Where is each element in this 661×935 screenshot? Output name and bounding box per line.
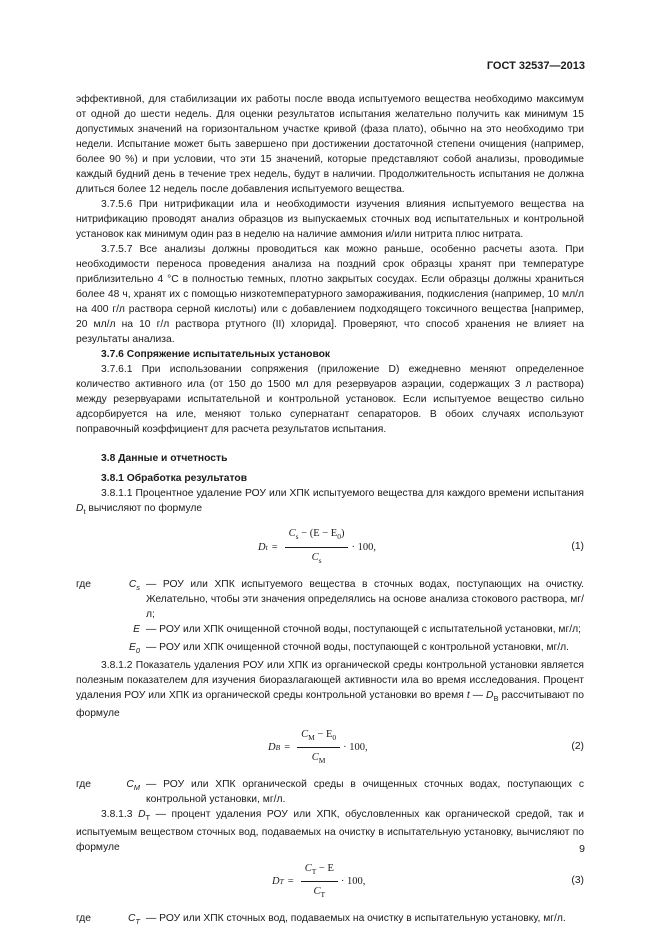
- formula-3-number: (3): [571, 875, 584, 887]
- paragraph-3-8-1-1: 3.8.1.1 Процентное удаление РОУ или ХПК испытуемого вещества для каждого времени испытания $D_t$ вычисляют по формуле: [76, 488, 584, 517]
- paragraph-3-8-1-2: 3.8.1.2 Показатель удаления РОУ или ХПК из органической среды контрольной установки является полезным показателем для изучения биоразлагающей активности ила во время исследования. Процент удаления РОУ или ХПК из органической среды контрольной установки во время t — $D_B$ рассчитывают по формуле: [76, 660, 584, 720]
- paragraph-continuation: эффективной, для стабилизации их работы после ввода испытуемого вещества необходимо максимум от одной до шести недель. Для оценки результатов испытания желательно получить как минимум 15 допустимых значений на горизонтальном участке кривой (фаза плато), обычно на это необходимо три недели. Испытание может быть завершено при достижении достаточной степени очищения (например, более 90 %) и при условии, что эти 15 значений, которые представляют собой анализы, проводимые каждый будний день в течение трех недель, будут в наличии. Продолжительность испытания не должна длиться более 12 недель после добавления испытуемого вещества.: [76, 94, 584, 195]
- heading-3-7-6: 3.7.6 Сопряжение испытательных установок: [101, 349, 331, 360]
- paragraph-3-7-5-6: 3.7.5.6 При нитрификации ила и необходимости изучения влияния испытуемого вещества на нитрификацию проводят анализ образцов из выпускаемых сточных вод испытательных и контрольной установок как минимум один раз в неделю на наличие аммония и/или нитрита плюс нитрата.: [76, 199, 584, 240]
- heading-3-8: 3.8 Данные и отчетность: [101, 453, 228, 464]
- paragraph-3-7-5-7: 3.7.5.7 Все анализы должны проводиться как можно раньше, особенно расчеты азота. При необходимости переноса проведения анализа на поздний срок образцы хранят при температуре приблизительно 4 °С в полностью темных, плотно закрытых сосудах. Если образцы должны храниться более 48 ч, хранят их с помощью низкотемпературного замораживания, подкисления (например, 10 мл/л на 400 г/л раствора серной кислоты) или с добавлением подходящего токсичного вещества [например, 20 мл/л на 10 г/л раствора ртутного (II) хлорида]. Проверяют, что способ хранения не влияет на результаты анализа.: [76, 244, 584, 345]
- where-block-2: где $C_M$ — РОУ или ХПК органической среды в очищенных сточных водах, поступающих с контрольной установки, мг/л.: [76, 779, 584, 806]
- paragraph-3-7-6-1: 3.7.6.1 При использовании сопряжения (приложение D) ежедневно меняют определенное количество активного ила (от 150 до 1500 мл для резервуаров аэрации, содержащих 3 л раствора) между резервуарами испытательной и контрольной установок. Если испытуемое вещество сильно адсорбируется на иле, меняют только супернатант сепараторов. В обоих случаях используют поправочный коэффициент для расчета результатов испытания.: [76, 364, 584, 435]
- heading-3-8-1: 3.8.1 Обработка результатов: [101, 473, 248, 484]
- where-block-1: где $C_s$ — РОУ или ХПК испытуемого вещества в сточных водах, поступающих на очистку. Желательно, чтобы эти значения определялись на основе анализа стокового раствора, мг/л; E — РОУ или ХПК очищенной сточной воды, поступающей с испытательной установки, мг/л; $E_0$ — РОУ или ХПК очищенной сточной воды, поступающей с контрольной установки, мг/л.: [76, 579, 584, 656]
- where-block-3: где $C_T$ — РОУ или ХПК сточных вод, подаваемых на очистку в испытательную установку, мг/л.: [76, 913, 566, 927]
- document-header: ГОСТ 32537—2013: [486, 60, 585, 72]
- paragraph-3-8-1-3: 3.8.1.3 $D_T$ — процент удаления РОУ или ХПК, обусловленных как органической средой, так и испытуемым веществом сточных вод, подаваемых на очистку в испытательную установку, вычисляют по формуле: [76, 809, 584, 854]
- formula-3: D T = $\frac{C_T - E}{C_T}$ · 100, (3): [272, 862, 584, 899]
- formula-1-number: (1): [571, 541, 584, 553]
- formula-2: D B = $\frac{C_M - E_0}{C_M}$ · 100, (2): [268, 728, 584, 765]
- page-number: 9: [579, 843, 585, 855]
- formula-1: D t = $\frac{C_s - (E - E_0)}{C_s}$ · 100, (1): [258, 528, 584, 565]
- formula-2-number: (2): [571, 741, 584, 753]
- document-body: [76, 92, 584, 929]
